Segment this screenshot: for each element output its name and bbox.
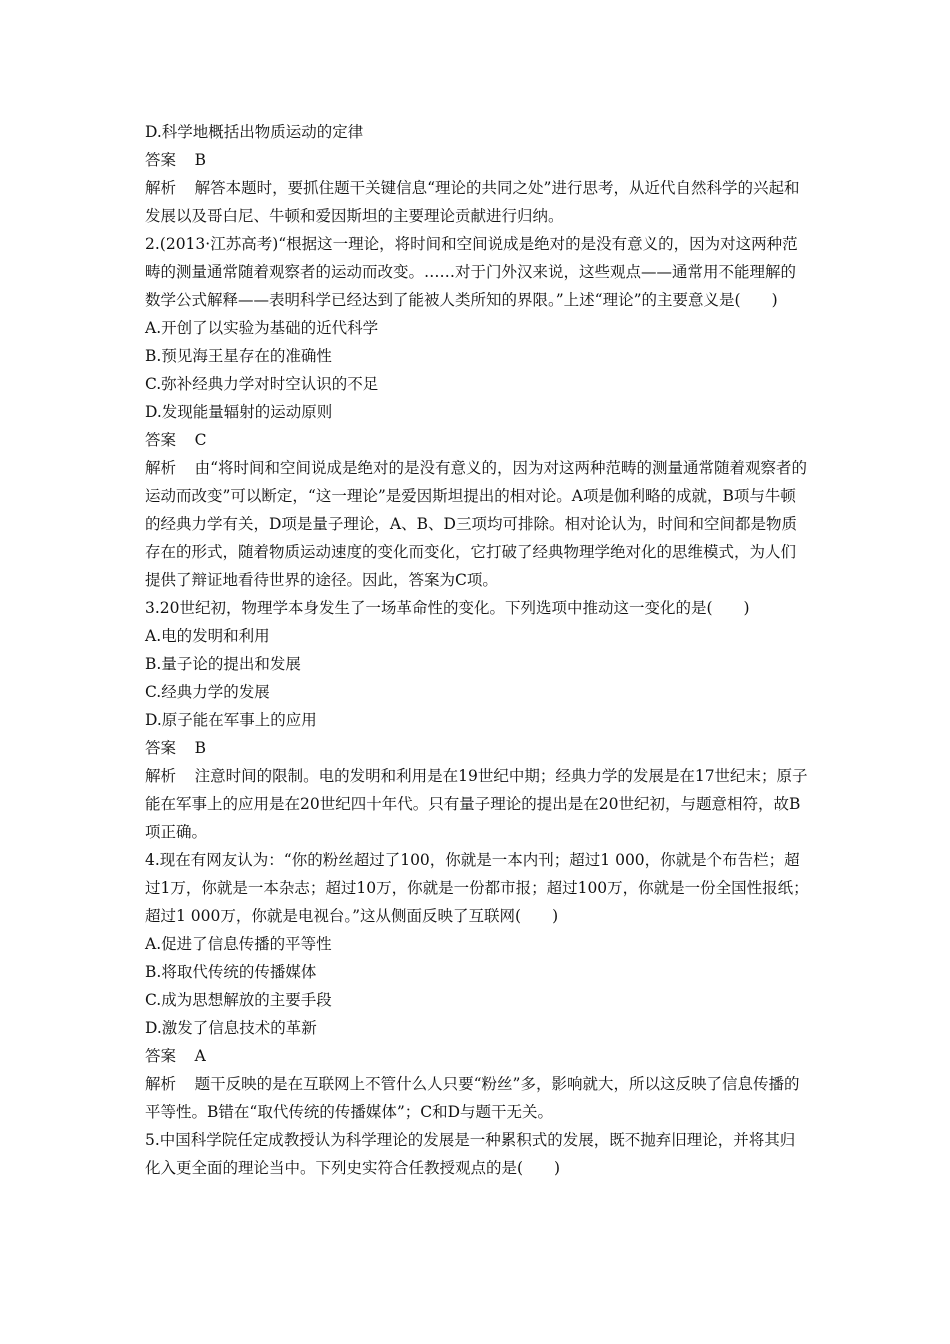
- answer-value: B: [194, 739, 206, 757]
- answer-value: A: [194, 1047, 206, 1065]
- q4-option-b: B.将取代传统的传播媒体: [145, 963, 317, 981]
- analysis-text: 题干反映的是在互联网上不管什么人只要“粉丝”多，影响就大，所以这反映了信息传播的平等性。B错在“取代传统的传播媒体”；C和D与题干无关。: [145, 1075, 800, 1121]
- q2-option-d: D.发现能量辐射的运动原则: [145, 403, 333, 421]
- q3-option-c: C.经典力学的发展: [145, 683, 270, 701]
- q4-option-d: D.激发了信息技术的革新: [145, 1019, 317, 1037]
- q2-stem: 2.(2013·江苏高考)“根据这一理论，将时间和空间说成是绝对的是没有意义的，因为对这两种范畴的测量通常随着观察者的运动而改变。……对于门外汉来说，这些观点——通常用不能理解的数学公式解释——表明科学已经达到了能被人类所知的界限。”上述“理论”的主要意义是( ): [145, 235, 798, 309]
- answer-value: C: [194, 431, 207, 449]
- answer-label: 答案: [145, 151, 177, 169]
- analysis-text: 由“将时间和空间说成是绝对的是没有意义的，因为对这两种范畴的测量通常随着观察者的运动而改变”可以断定，“这一理论”是爱因斯坦提出的相对论。A项是伽利略的成就，B项与牛顿的经典力学有关，D项是量子理论，A、B、D三项均可排除。相对论认为，时间和空间都是物质存在的形式，随着物质运动速度的变化而变化，它打破了经典物理学绝对化的思维模式，为人们提供了辩证地看待世界的途径。因此，答案为C项。: [145, 459, 808, 589]
- q3-answer: [145, 734, 810, 762]
- q3-stem: 3.20世纪初，物理学本身发生了一场革命性的变化。下列选项中推动这一变化的是( ): [145, 599, 750, 617]
- q4-analysis: [145, 1070, 810, 1126]
- q1-analysis: [145, 174, 810, 230]
- q5-stem: 5.中国科学院任定成教授认为科学理论的发展是一种累积式的发展，既不抛弃旧理论，并将其归化入更全面的理论当中。下列史实符合任教授观点的是( ): [145, 1131, 796, 1177]
- q4-stem: 4.现在有网友认为：“你的粉丝超过了100，你就是一本内刊；超过1 000，你就是个布告栏；超过1万，你就是一本杂志；超过10万，你就是一份都市报；超过100万，你就是一份全国性报纸；超过1 000万，你就是电视台。”这从侧面反映了互联网( ): [145, 851, 809, 925]
- q4-answer: [145, 1042, 810, 1070]
- q1-option-d: D.科学地概括出物质运动的定律: [145, 123, 364, 141]
- q2-option-c: C.弥补经典力学对时空认识的不足: [145, 375, 379, 393]
- analysis-label: 解析: [145, 459, 177, 477]
- answer-label: 答案: [145, 1047, 177, 1065]
- q2-option-b: B.预见海王星存在的准确性: [145, 347, 332, 365]
- q3-option-a: A.电的发明和利用: [145, 627, 270, 645]
- analysis-label: 解析: [145, 767, 177, 785]
- answer-label: 答案: [145, 431, 177, 449]
- analysis-label: 解析: [145, 179, 177, 197]
- analysis-text: 注意时间的限制。电的发明和利用是在19世纪中期；经典力学的发展是在17世纪末；原子能在军事上的应用是在20世纪四十年代。只有量子理论的提出是在20世纪初，与题意相符，故B项正确。: [145, 767, 808, 841]
- q4-option-c: C.成为思想解放的主要手段: [145, 991, 332, 1009]
- answer-label: 答案: [145, 739, 177, 757]
- q3-analysis: [145, 762, 810, 846]
- q2-analysis: [145, 454, 810, 594]
- document-page: [145, 118, 810, 1182]
- q2-option-a: A.开创了以实验为基础的近代科学: [145, 319, 379, 337]
- analysis-label: 解析: [145, 1075, 177, 1093]
- analysis-text: 解答本题时，要抓住题干关键信息“理论的共同之处”进行思考，从近代自然科学的兴起和发展以及哥白尼、牛顿和爱因斯坦的主要理论贡献进行归纳。: [145, 179, 800, 225]
- q2-answer: [145, 426, 810, 454]
- q1-answer: [145, 146, 810, 174]
- q3-option-b: B.量子论的提出和发展: [145, 655, 301, 673]
- q4-option-a: A.促进了信息传播的平等性: [145, 935, 332, 953]
- answer-value: B: [194, 151, 206, 169]
- q3-option-d: D.原子能在军事上的应用: [145, 711, 317, 729]
